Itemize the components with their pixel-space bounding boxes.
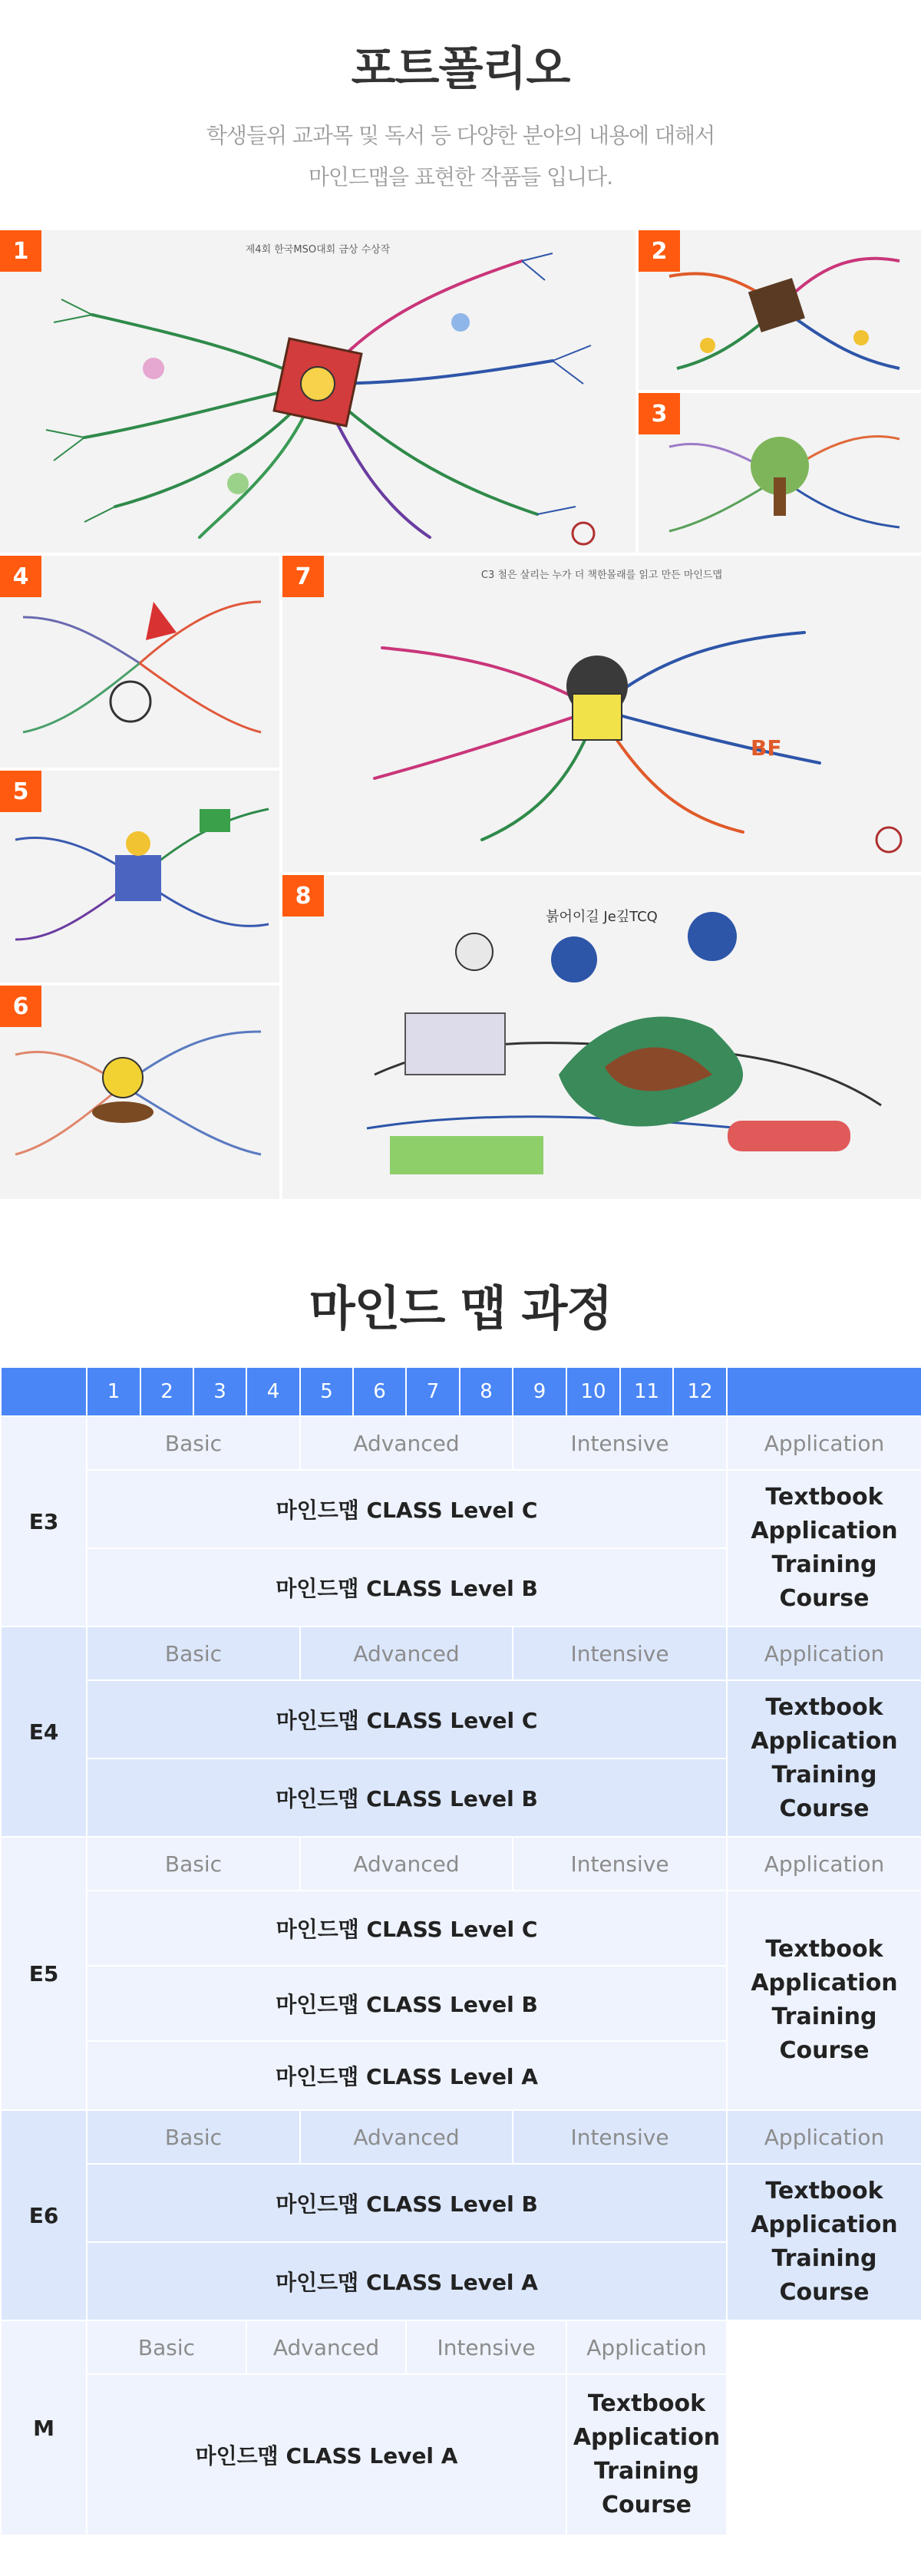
level-intensive: Intensive <box>513 1627 727 1680</box>
group-label: E4 <box>1 1627 87 1837</box>
group-label: E6 <box>1 2110 87 2320</box>
portfolio-item-8[interactable] <box>282 875 921 1199</box>
portfolio-item-2[interactable] <box>639 230 921 390</box>
portfolio-item-4[interactable] <box>0 556 279 768</box>
textbook-line: Training <box>771 2003 877 2030</box>
group-e3 <box>1 1416 921 1627</box>
level-basic: Basic <box>87 1416 300 1470</box>
item-caption: 제4회 한국MSO대회 금상 수상작 <box>245 244 391 256</box>
class-cell: 마인드맵 CLASS Level B <box>87 1548 727 1627</box>
svg-text:BF: BF <box>751 735 782 761</box>
textbook-line: Training <box>594 2458 699 2485</box>
textbook-course-cell <box>727 2164 921 2320</box>
item-number-badge: 1 <box>0 230 41 272</box>
month-cell: 10 <box>566 1367 620 1416</box>
item-number-badge: 8 <box>282 875 324 916</box>
item-number-badge: 5 <box>0 771 41 812</box>
textbook-course-cell <box>566 2374 727 2535</box>
level-application: Application <box>727 1416 921 1470</box>
group-e5 <box>1 1837 921 2110</box>
portfolio-subtitle-line2: 마인드맵을 표현한 작품들 입니다. <box>308 164 613 190</box>
textbook-line: Textbook <box>765 2178 883 2204</box>
month-cell: 12 <box>673 1367 727 1416</box>
textbook-course-cell <box>727 1470 921 1627</box>
textbook-line: Training <box>771 1551 877 1578</box>
item-number-badge: 4 <box>0 556 41 597</box>
month-cell: 9 <box>513 1367 566 1416</box>
portfolio-item-3[interactable] <box>639 393 921 553</box>
course-table <box>0 1366 921 2536</box>
mindmap-image <box>0 771 279 983</box>
course-title: 마인드 맵 과정 <box>309 1280 612 1336</box>
portfolio-title: 포트폴리오 <box>351 42 570 96</box>
month-cell: 5 <box>300 1367 353 1416</box>
level-intensive: Intensive <box>513 2110 727 2164</box>
textbook-line: Course <box>779 1795 870 1822</box>
textbook-line: Training <box>771 1762 877 1788</box>
level-application: Application <box>727 1837 921 1891</box>
textbook-line: Application <box>751 1518 898 1544</box>
portfolio-subtitle <box>0 115 921 198</box>
month-cell: 3 <box>193 1367 246 1416</box>
textbook-line: Textbook <box>765 1694 883 1721</box>
item-caption: 붉어이길 Je깊TCQ <box>546 909 658 925</box>
textbook-course-cell <box>727 1680 921 1837</box>
textbook-line: Application <box>751 1728 898 1755</box>
month-header-row <box>1 1367 921 1416</box>
level-application: Application <box>566 2320 727 2374</box>
class-cell: 마인드맵 CLASS Level A <box>87 2041 727 2110</box>
portfolio-item-7[interactable] <box>282 556 921 872</box>
group-label: E5 <box>1 1837 87 2110</box>
mindmap-image <box>0 986 279 1199</box>
portfolio-header <box>0 0 921 230</box>
mindmap-image <box>639 393 921 553</box>
level-intensive: Intensive <box>406 2320 566 2374</box>
textbook-course-cell <box>727 1891 921 2110</box>
class-cell: 마인드맵 CLASS Level A <box>87 2374 566 2535</box>
portfolio-subtitle-line1: 학생들위 교과목 및 독서 등 다양한 분야의 내용에 대해서 <box>206 123 715 148</box>
level-intensive: Intensive <box>513 1837 727 1891</box>
textbook-line: Application <box>751 1970 898 1996</box>
textbook-line: Course <box>602 2492 692 2518</box>
level-intensive: Intensive <box>513 1416 727 1470</box>
level-application: Application <box>727 2110 921 2164</box>
level-advanced: Advanced <box>300 1837 513 1891</box>
month-cell: 6 <box>353 1367 406 1416</box>
group-e6 <box>1 2110 921 2320</box>
level-application: Application <box>727 1627 921 1680</box>
textbook-line: Course <box>779 2037 870 2064</box>
level-basic: Basic <box>87 1837 300 1891</box>
month-cell: 1 <box>87 1367 140 1416</box>
item-number-badge: 6 <box>0 986 41 1027</box>
textbook-line: Course <box>779 1585 870 1612</box>
header-end <box>727 1367 921 1416</box>
level-basic: Basic <box>87 2320 246 2374</box>
month-cell: 7 <box>406 1367 460 1416</box>
month-cell: 4 <box>246 1367 300 1416</box>
portfolio-item-5[interactable] <box>0 771 279 983</box>
mindmap-image <box>0 556 279 768</box>
group-e4 <box>1 1627 921 1837</box>
class-cell: 마인드맵 CLASS Level C <box>87 1891 727 1966</box>
textbook-line: Application <box>751 2211 898 2238</box>
header-corner <box>1 1367 87 1416</box>
textbook-line: Course <box>779 2279 870 2306</box>
month-cell: 2 <box>140 1367 193 1416</box>
group-m <box>1 2320 921 2535</box>
level-basic: Basic <box>87 2110 300 2164</box>
textbook-line: Textbook <box>765 1936 883 1963</box>
class-cell: 마인드맵 CLASS Level C <box>87 1680 727 1759</box>
portfolio-item-6[interactable] <box>0 986 279 1199</box>
class-cell: 마인드맵 CLASS Level B <box>87 1759 727 1837</box>
item-caption: C3 철은 살리는 누가 더 책한몰래를 읽고 만든 마인드맵 <box>480 570 723 581</box>
textbook-line: Application <box>573 2424 721 2451</box>
month-cell: 8 <box>460 1367 513 1416</box>
level-advanced: Advanced <box>300 1416 513 1470</box>
textbook-line: Textbook <box>587 2390 706 2417</box>
item-number-badge: 7 <box>282 556 324 597</box>
class-cell: 마인드맵 CLASS Level B <box>87 2164 727 2242</box>
textbook-line: Textbook <box>765 1484 883 1511</box>
group-label: M <box>1 2320 87 2535</box>
level-advanced: Advanced <box>300 2110 513 2164</box>
item-number-badge: 3 <box>639 393 680 434</box>
class-cell: 마인드맵 CLASS Level C <box>87 1470 727 1548</box>
item-number-badge: 2 <box>639 230 680 272</box>
level-basic: Basic <box>87 1627 300 1680</box>
class-cell: 마인드맵 CLASS Level A <box>87 2242 727 2320</box>
month-cell: 11 <box>620 1367 673 1416</box>
class-cell: 마인드맵 CLASS Level B <box>87 1966 727 2041</box>
mindmap-image <box>639 230 921 390</box>
level-advanced: Advanced <box>300 1627 513 1680</box>
empty-cell <box>727 2320 921 2535</box>
mindmap-image <box>0 230 635 553</box>
mindmap-image <box>282 556 921 872</box>
portfolio-item-1[interactable] <box>0 230 635 553</box>
textbook-line: Training <box>771 2245 877 2272</box>
group-label: E3 <box>1 1416 87 1627</box>
portfolio-gallery <box>0 230 921 1199</box>
level-advanced: Advanced <box>246 2320 406 2374</box>
